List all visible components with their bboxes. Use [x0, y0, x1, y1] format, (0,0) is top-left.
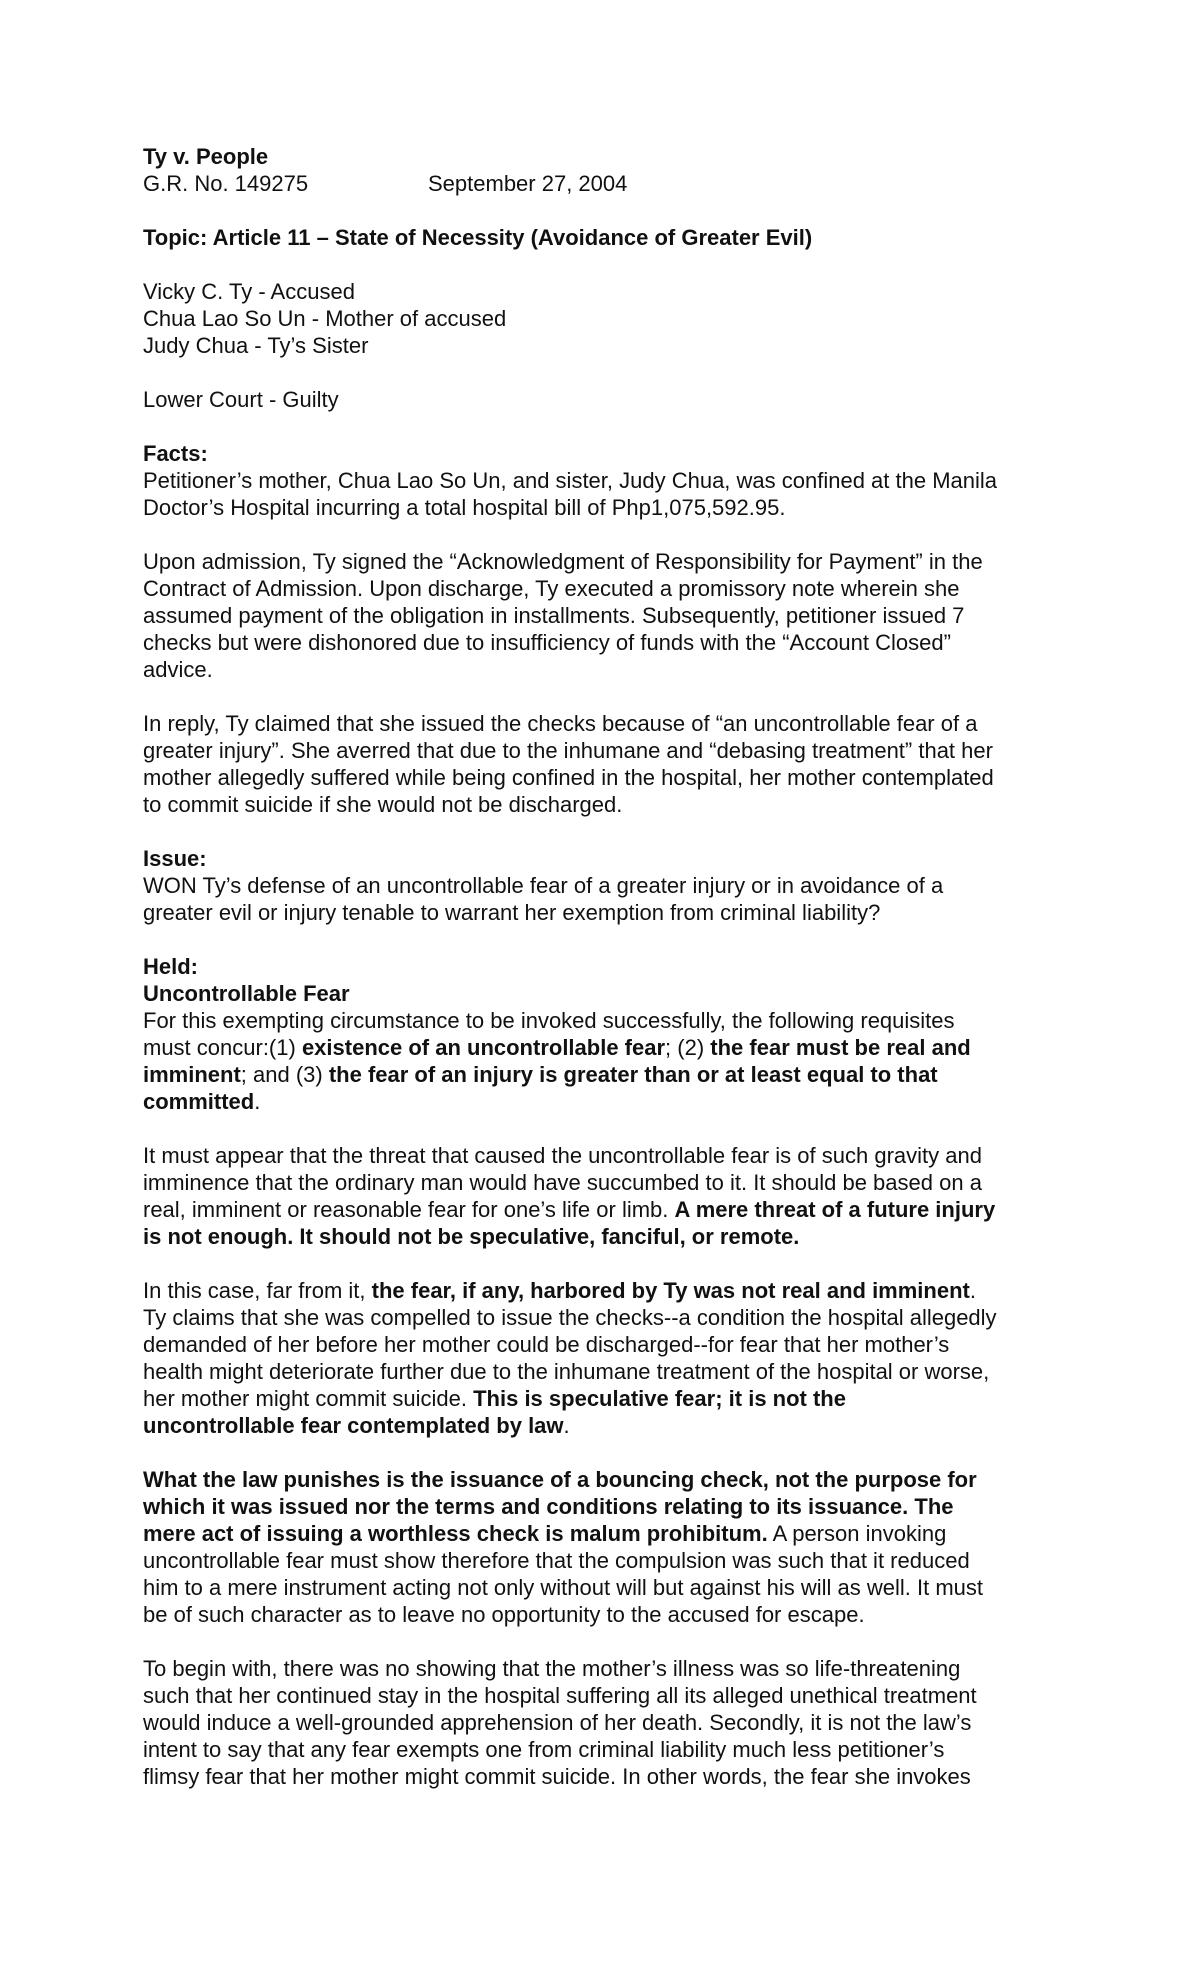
lower-court-ruling: Lower Court - Guilty	[143, 387, 339, 412]
text-line: would induce a well-grounded apprehension of her death. Secondly, it is not the law’s	[143, 1710, 972, 1735]
this-case-paragraph	[143, 1277, 1073, 1439]
text-run: ; (2)	[665, 1035, 711, 1060]
facts-paragraph-3	[143, 710, 1073, 818]
text-line	[143, 1520, 1073, 1547]
gr-number: G.R. No. 149275	[143, 171, 309, 196]
text-run: .	[563, 1413, 570, 1438]
text-line: Petitioner’s mother, Chua Lao So Un, and sister, Judy Chua, was confined at the Manila	[143, 468, 998, 493]
text-line: To begin with, there was no showing that the mother’s illness was so life-threatening	[143, 1656, 961, 1681]
text-line: mother allegedly suffered while being confined in the hospital, her mother contemplated	[143, 765, 994, 790]
party-mother: Chua Lao So Un - Mother of accused	[143, 306, 507, 331]
party-accused: Vicky C. Ty - Accused	[143, 279, 355, 304]
text-line: Contract of Admission. Upon discharge, Ty executed a promissory note wherein she	[143, 576, 960, 601]
party-sister: Judy Chua - Ty’s Sister	[143, 333, 369, 358]
text-line: intent to say that any fear exempts one from criminal liability much less petitioner’s	[143, 1737, 945, 1762]
text-run: .	[969, 1278, 976, 1303]
held-heading: Held:	[143, 954, 198, 979]
document-page	[143, 143, 1073, 1790]
held-subheading: Uncontrollable Fear	[143, 981, 350, 1006]
bold-run: the fear of an injury is greater than or at least equal to that	[328, 1062, 938, 1087]
text-line: demanded of her before her mother could be discharged--for fear that her mother’s	[143, 1332, 950, 1357]
bold-run: committed	[143, 1089, 255, 1114]
bold-run: A mere threat of a future injury	[674, 1197, 996, 1222]
bold-run: uncontrollable fear contemplated by law	[143, 1413, 564, 1438]
text-line: flimsy fear that her mother might commit suicide. In other words, the fear she invokes	[143, 1764, 971, 1789]
text-run: her mother might commit suicide.	[143, 1386, 474, 1411]
requisites-paragraph	[143, 1007, 1073, 1115]
text-line	[143, 1034, 1073, 1061]
text-line: What the law punishes is the issuance of a bouncing check, not the purpose for	[143, 1467, 977, 1492]
text-line	[143, 1385, 1073, 1412]
text-run: real, imminent or reasonable fear for one’s life or limb.	[143, 1197, 675, 1222]
text-line: It must appear that the threat that caused the uncontrollable fear is of such gravity and	[143, 1143, 982, 1168]
text-line: health might deteriorate further due to the inhumane treatment of the hospital or worse,	[143, 1359, 990, 1384]
bold-run: the fear must be real and	[710, 1035, 971, 1060]
text-line: be of such character as to leave no opportunity to the accused for escape.	[143, 1602, 865, 1627]
text-line: WON Ty’s defense of an uncontrollable fear of a greater injury or in avoidance of a	[143, 873, 944, 898]
begin-with-paragraph	[143, 1655, 1073, 1790]
text-line: advice.	[143, 657, 213, 682]
text-run: must concur:(1)	[143, 1035, 302, 1060]
law-punishes-paragraph	[143, 1466, 1073, 1628]
facts-paragraph-1	[143, 467, 1073, 521]
text-line: him to a mere instrument acting not only without will but against his will as well. It must	[143, 1575, 984, 1600]
threat-paragraph	[143, 1142, 1073, 1250]
topic: Topic: Article 11 – State of Necessity (Avoidance of Greater Evil)	[143, 225, 813, 250]
text-run: .	[254, 1089, 261, 1114]
text-run: A person invoking	[767, 1521, 947, 1546]
text-run: In this case, far from it,	[143, 1278, 372, 1303]
facts-paragraph-2	[143, 548, 1073, 683]
text-line: greater injury”. She averred that due to the inhumane and “debasing treatment” that her	[143, 738, 993, 763]
text-line: such that her continued stay in the hospital suffering all its alleged unethical treatment	[143, 1683, 977, 1708]
text-line: checks but were dishonored due to insufficiency of funds with the “Account Closed”	[143, 630, 951, 655]
decision-date: September 27, 2004	[428, 171, 628, 196]
text-line	[143, 1196, 1073, 1223]
parties-list	[143, 278, 1073, 359]
text-line: to commit suicide if she would not be discharged.	[143, 792, 623, 817]
bold-run: This is speculative fear; it is not the	[473, 1386, 846, 1411]
text-line: imminence that the ordinary man would have succumbed to it. It should be based on a	[143, 1170, 982, 1195]
case-meta	[143, 170, 1073, 197]
bold-run: existence of an uncontrollable fear	[301, 1035, 666, 1060]
text-line: In reply, Ty claimed that she issued the checks because of “an uncontrollable fear of a	[143, 711, 978, 736]
issue-heading: Issue:	[143, 846, 207, 871]
text-line: Upon admission, Ty signed the “Acknowledgment of Responsibility for Payment” in the	[143, 549, 983, 574]
text-line	[143, 1412, 1073, 1439]
text-line: which it was issued nor the terms and conditions relating to its issuance. The	[143, 1494, 954, 1519]
text-line: greater evil or injury tenable to warrant her exemption from criminal liability?	[143, 900, 881, 925]
text-line: Doctor’s Hospital incurring a total hospital bill of Php1,075,592.95.	[143, 495, 786, 520]
text-line: assumed payment of the obligation in installments. Subsequently, petitioner issued 7	[143, 603, 965, 628]
bold-run: imminent	[143, 1062, 241, 1087]
case-header	[143, 143, 1073, 197]
text-line	[143, 1088, 1073, 1115]
text-run: ; and (3)	[240, 1062, 329, 1087]
facts-heading: Facts:	[143, 441, 208, 466]
text-line	[143, 1061, 1073, 1088]
text-line	[143, 1277, 1073, 1304]
text-line: For this exempting circumstance to be invoked successfully, the following requisites	[143, 1008, 955, 1033]
bold-run: the fear, if any, harbored by Ty was not real and imminent	[371, 1278, 970, 1303]
bold-run: mere act of issuing a worthless check is malum prohibitum.	[143, 1521, 768, 1546]
issue-paragraph	[143, 872, 1073, 926]
text-line: is not enough. It should not be speculative, fanciful, or remote.	[143, 1224, 800, 1249]
text-line: Ty claims that she was compelled to issue the checks--a condition the hospital allegedly	[143, 1305, 997, 1330]
text-line: uncontrollable fear must show therefore that the compulsion was such that it reduced	[143, 1548, 970, 1573]
case-title: Ty v. People	[143, 144, 269, 169]
